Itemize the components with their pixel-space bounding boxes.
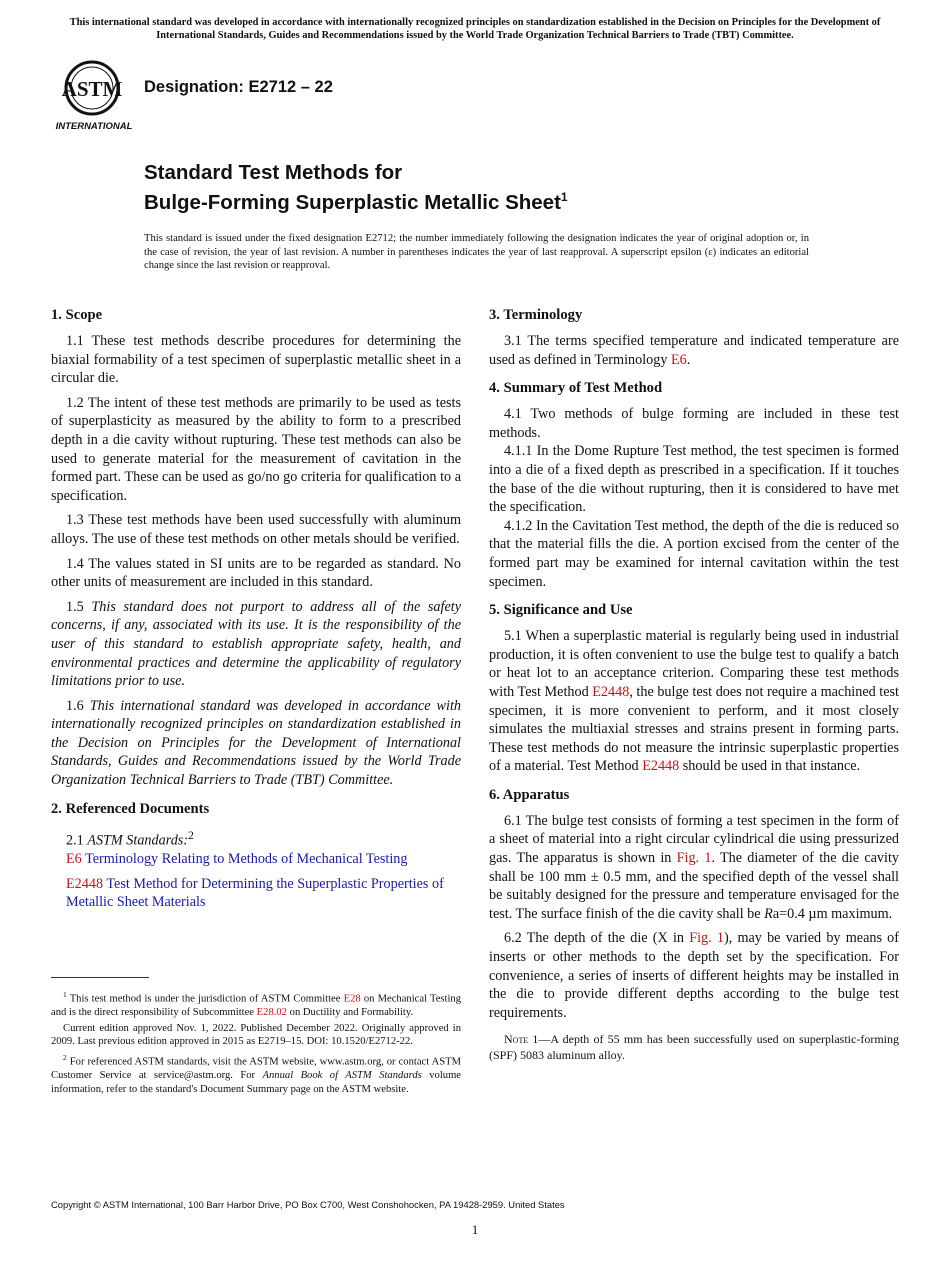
footnote-1-mark: 1: [63, 990, 67, 999]
para-4-1-1: 4.1.1 In the Dome Rupture Test method, the test specimen is formed into a die of a fixed depth as prescribed in a specification. If it touches the base of the die without rupturing, then it is considered to have met the specification.: [489, 443, 899, 516]
para-1-5-text: This standard does not purport to address all of the safety concerns, if any, associated with its use. It is the responsibility of the user of this standard to establish appropriate safety, health, and environmental practices and determine the applicability of regulatory limitations prior to use.: [51, 598, 461, 690]
para-2-1: [51, 826, 461, 850]
para-1-3: 1.3 These test methods have been used successfully with aluminum alloys. The use of these test methods on other metals should be verified.: [51, 512, 461, 547]
footnote-1-text-a: This test method is under the jurisdiction of ASTM Committee: [69, 993, 341, 1005]
para-3-1: [489, 332, 899, 369]
logo-international: INTERNATIONAL: [55, 121, 133, 132]
issuance-statement: This standard is issued under the fixed designation E2712; the number immediately following the designation indicates the year of original adoption or, in the case of revision, the year of last revision. A number in parentheses indicates the year of last reapproval. A superscript epsilon (ε) indicates an editorial change since the last revision or reapproval.: [144, 233, 809, 271]
para-6-1-ra-symbol: R: [764, 905, 773, 922]
footnote-1-text-b: on Mechanical Testing and is the direct responsibility of Subcommittee: [51, 993, 461, 1019]
para-1-2: 1.2 The intent of these test methods are primarily to be used as tests of superplasticity as measured by the ability to form to a prescribed depth in a die cavity without rupturing. These test methods can also be used to generate material for the measurement of cavitation in the formed part. These can be used as go/no go criteria for qualification to a specification.: [51, 394, 461, 504]
section-6-heading: 6. Apparatus: [489, 786, 570, 803]
title-footnote-mark: 1: [560, 190, 568, 204]
section-2-heading: 2. Referenced Documents: [51, 800, 210, 817]
designation: Designation: E2712 – 22: [144, 78, 333, 96]
para-6-1: [489, 812, 899, 924]
para-3-1-text: 3.1 The terms specified temperature and indicated temperature are used as defined in Terminology: [489, 333, 899, 368]
footnote-2-text-a: For referenced ASTM standards, visit the ASTM website, www.astm.org, or contact ASTM Customer Service at service@astm.org. For: [51, 1056, 462, 1082]
para-6-1-text-a: 6.1 The bulge test consists of forming a test specimen in the form of a sheet of material into a right circular cylindrical die using pressurized gas. The apparatus is shown in: [489, 812, 899, 867]
para-1-5-number: 1.5: [66, 598, 84, 615]
para-6-2-text-a: 6.2 The depth of the die (X in: [504, 930, 684, 947]
note-1-label: Note 1: [504, 1032, 539, 1047]
footnote-1-subcommittee-link[interactable]: E28.02: [256, 1007, 287, 1019]
para-1-1: 1.1 These test methods describe procedures for determining the biaxial formability of a test specimen of superplastic metallic sheet in a circular die.: [51, 333, 461, 387]
para-3-1-end: .: [686, 351, 691, 368]
edition-note: Current edition approved Nov. 1, 2022. Published December 2022. Originally approved in 2009. Last previous edition approved in 2015 as E2719–15. DOI: 10.1520/E2712-22.: [51, 1022, 461, 1048]
para-5-1-text-c: should be used in that instance.: [682, 758, 861, 775]
document-title: [144, 160, 568, 215]
para-1-6-number: 1.6: [66, 697, 84, 714]
para-5-1-e2448-link-2[interactable]: E2448: [642, 758, 680, 775]
ref-e2448-code[interactable]: E2448: [66, 875, 104, 892]
para-2-1-footnote-mark: 2: [188, 827, 194, 842]
para-6-1-text-b: . The diameter of the die cavity shall be 100 mm ± 0.5 mm, and the specified depth of the vessel shall be suitably designed for the pressure and temperature envisaged for the test. The surface finish of the die cavity shall be: [489, 850, 900, 922]
section-3-heading: 3. Terminology: [489, 307, 583, 323]
para-5-1-text-a: 5.1 When a superplastic material is regularly being used in industrial production, it is often convenient to use the bulge test to qualify a batch or heat lot to an acceptance criterion. Comparing these test methods with Test Method: [489, 628, 899, 700]
para-6-2-text-b: ), may be varied by means of inserts or other methods to the depth set by the specification. For convenience, a series of inserts of different heights may be installed in the die to provide different depths according to the bulge test requirements.: [489, 930, 900, 1021]
para-6-1-ra-value: a=0.4 µm maximum.: [772, 905, 893, 922]
footnote-1: [51, 988, 461, 1020]
footnotes: [51, 988, 461, 1098]
para-2-1-number: 2.1: [66, 832, 84, 849]
para-2-1-text: ASTM Standards:: [87, 832, 189, 849]
tbt-notice: This international standard was developed in accordance with internationally recognized principles on standardization established in the Decision on Principles for the Development of International Standards, Guides and Recommendations issued by the World Trade Organization Technical Barriers to Trade (TBT) Committee.: [69, 17, 881, 41]
title-line-1: Standard Test Methods for: [144, 161, 403, 184]
ref-e6[interactable]: [51, 850, 461, 869]
logo-letters: ASTM: [61, 77, 123, 101]
para-5-1-text-b: , the bulge test does not require a machined test specimen, it is more convenient to perform, and it most closely simulates the multiaxial stresses and strains present in forming parts. These test methods do not measure the intrinsic superplastic properties of a material. Test Method: [489, 683, 900, 775]
astm-logo: [52, 58, 136, 132]
right-column: [489, 306, 899, 1069]
ref-e6-title[interactable]: Terminology Relating to Methods of Mechanical Testing: [85, 850, 408, 867]
footnote-2-book-title: Annual Book of ASTM Standards: [262, 1070, 422, 1082]
ref-e2448[interactable]: [51, 875, 461, 912]
section-1-heading: 1. Scope: [51, 307, 103, 323]
para-1-5: [51, 598, 461, 691]
para-1-4: 1.4 The values stated in SI units are to be regarded as standard. No other units of measurement are included in this standard.: [51, 555, 461, 591]
section-4-heading: 4. Summary of Test Method: [489, 380, 663, 397]
title-line-2-text: Bulge-Forming Superplastic Metallic Sheet: [144, 191, 561, 214]
footnote-divider: [51, 977, 149, 978]
para-6-1-fig1-link[interactable]: Fig. 1: [676, 850, 712, 867]
footnote-2-mark: 2: [63, 1052, 67, 1062]
footnote-2: [51, 1051, 461, 1096]
para-1-6: [51, 697, 461, 790]
ref-e6-code[interactable]: E6: [66, 850, 82, 867]
para-6-2-fig1-link[interactable]: Fig. 1: [689, 930, 724, 947]
section-5-heading: 5. Significance and Use: [489, 602, 633, 619]
left-column: [51, 306, 461, 918]
footnote-1-text-c: on Ductility and Formability.: [289, 1007, 414, 1019]
title-line-2: [144, 185, 568, 215]
copyright: Copyright © ASTM International, 100 Barr Harbor Drive, PO Box C700, West Conshohocken, PA 19428-2959. United States: [51, 1199, 565, 1210]
para-5-1: [489, 627, 899, 776]
footnote-2-text-b: volume information, refer to the standard's Document Summary page on the ASTM website.: [51, 1070, 462, 1095]
para-4-1: 4.1 Two methods of bulge forming are included in these test methods.: [489, 406, 899, 441]
note-1: [489, 1032, 899, 1062]
para-3-1-e6-link[interactable]: E6: [670, 351, 687, 368]
note-1-text: —A depth of 55 mm has been successfully used on superplastic-forming (SPF) 5083 aluminum alloy.: [489, 1032, 899, 1062]
astm-logo-icon: [52, 58, 136, 132]
para-6-2: [489, 929, 899, 1022]
ref-e2448-title[interactable]: Test Method for Determining the Superplastic Properties of Metallic Sheet Materials: [66, 875, 444, 911]
footnote-1-committee-link[interactable]: E28: [343, 993, 361, 1005]
para-4-1-2: 4.1.2 In the Cavitation Test method, the depth of the die is reduced so that the material fills the die. A portion excised from the center of the formed part may be examined for internal cavitation within the test specimen.: [489, 517, 899, 590]
para-5-1-e2448-link-1[interactable]: E2448: [592, 683, 630, 700]
para-1-6-text: This international standard was developed in accordance with internationally recognized principles on standardization established in the Decision on Principles for the Development of International Standards, Guides and Recommendations issued by the World Trade Organization Technical Barriers to Trade (TBT) Committee.: [51, 697, 461, 789]
page-number: 1: [471, 1222, 479, 1237]
